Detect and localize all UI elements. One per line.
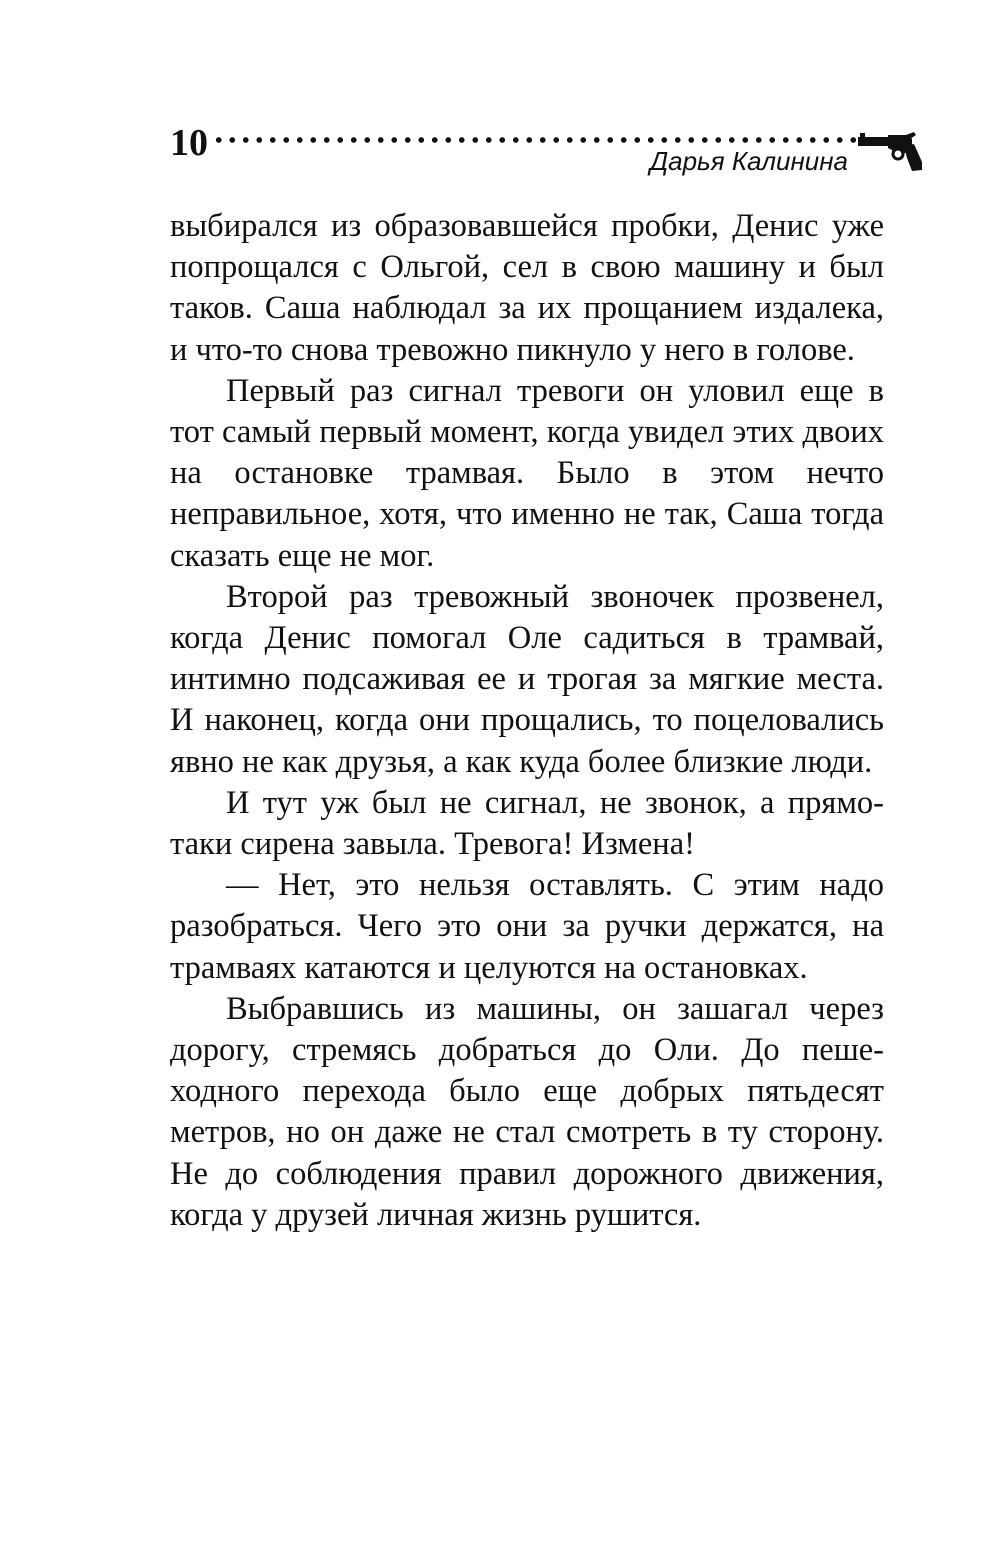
page-number: 10 xyxy=(170,122,208,164)
paragraph: — Нет, это нельзя оставлять. С этим надо разобраться. Чего это они за ручки держатся, на трамваях катаются и целуются на остановках. xyxy=(170,867,884,986)
paragraph: И тут уж был не сигнал, не звонок, а прямотаки сирена завыла. Тревога! Измена! xyxy=(170,784,884,863)
paragraph: выбирался из образовавшейся пробки, Денис уже попрощался с Ольгой, сел в свою машину и был таков. Саша наблюдал за их прощанием издалека, и что-то снова тревожно пикнуло у него в голове. xyxy=(170,208,884,368)
revolver-icon xyxy=(858,132,924,172)
paragraph: Второй раз тревожный звоночек прозвенел, когда Денис помогал Оле садиться в трамвай, интимно подсаживая ее и трогая за мягкие места. И наконец, когда они прощались, то поцеловались явно не как друзья, а как куда более близкие люди. xyxy=(170,578,884,780)
paragraph: Выбравшись из машины, он зашагал через дорогу, стремясь добраться до Оли. До пешеходного перехода было еще добрых пятьдесят метров, но он даже не стал смотреть в ту сторону. Не до соблюдения правил дорожного движения, когда у друзей личная жизнь рушится. xyxy=(170,990,884,1233)
paragraph: Первый раз сигнал тревоги он уловил еще в тот самый первый момент, когда увидел этих двоих на остановке трамвая. Было в этом нечто неправильное, хотя, что именно не так, Саша тогда сказать еще не мог. xyxy=(170,372,884,574)
body-text xyxy=(170,206,884,1236)
author-name: Дарья Калинина xyxy=(649,146,848,176)
dotted-leader xyxy=(212,136,860,144)
